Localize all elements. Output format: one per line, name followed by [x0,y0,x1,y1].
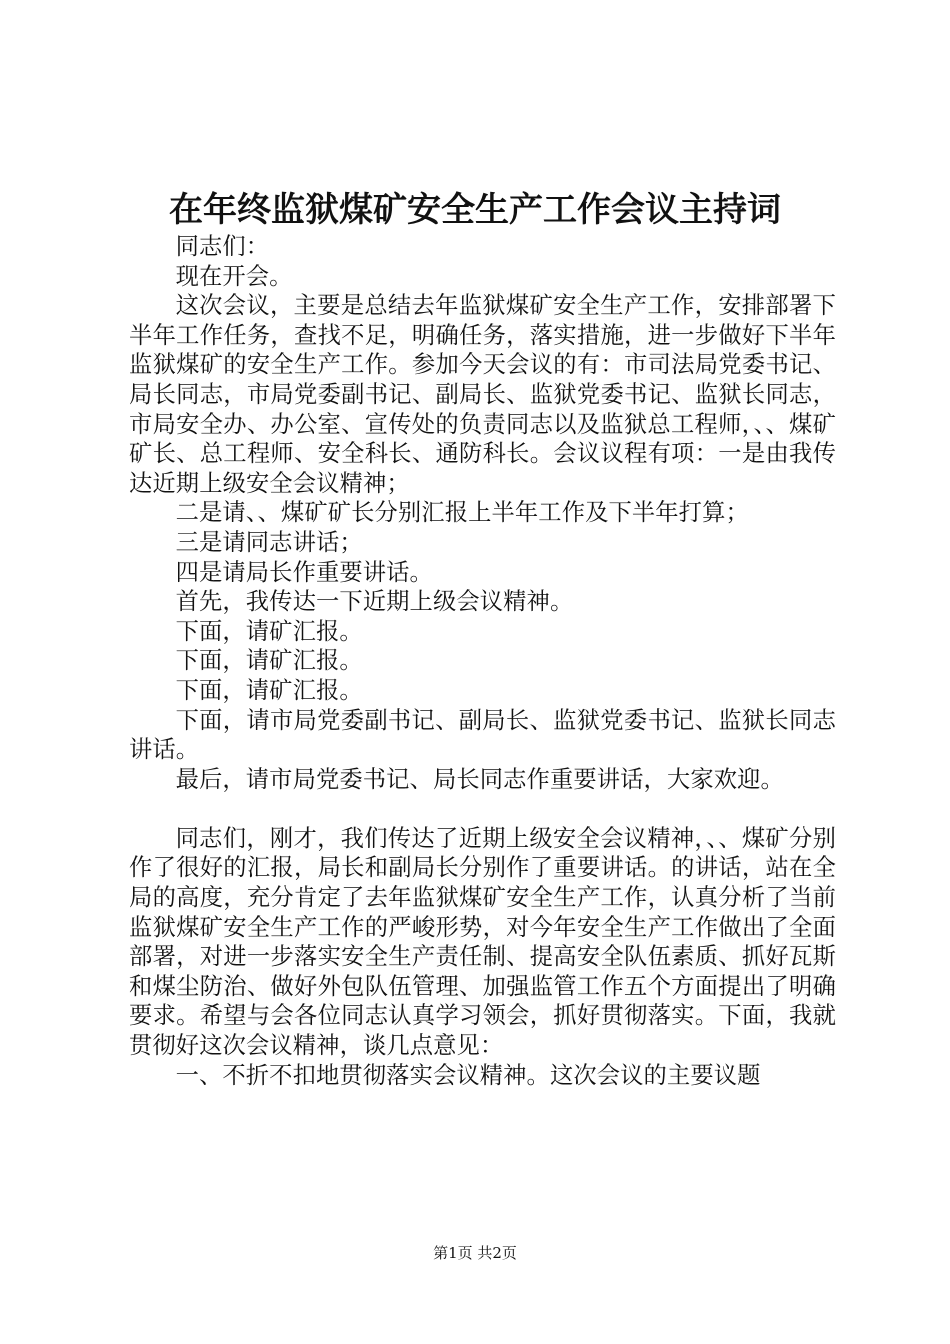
paragraph-report-1: 下面，请矿汇报。 [175,617,363,645]
paragraph-agenda-item-2: 二是请、、煤矿矿长分别汇报上半年工作及下半年打算； [175,499,749,527]
paragraph-agenda-item-4: 四是请局长作重要讲话。 [175,558,433,586]
paragraph-agenda: 这次会议，主要是总结去年监狱煤矿安全生产工作，安排部署下半年工作任务，查找不足，明确任务，落实措施，进一步做好下半年监狱煤矿的安全生产工作。参加今天会议的有：市司法局党委书记、局长同志，市局党委副书记、副局长、监狱党委书记、监狱长同志，市局安全办、办公室、宣传处的负责同志以及监狱总工程师，、、煤矿矿长、总工程师、安全科长、通防科长。会议议程有项：一是由我传达近期上级安全会议精神； [129,292,836,497]
paragraph-point-1: 一、不折不扣地贯彻落实会议精神。这次会议的主要议题 [175,1061,761,1089]
page-footer: 第1页 共2页 [433,1244,517,1262]
document-body [129,232,836,1090]
blank-line [129,794,836,824]
paragraph-salutation: 同志们： [175,233,270,260]
paragraph-report-3: 下面，请矿汇报。 [175,676,363,704]
document-title: 在年终监狱煤矿安全生产工作会议主持词 [169,190,781,230]
paragraph-final-speech: 最后，请市局党委书记、局长同志作重要讲话，大家欢迎。 [175,765,784,793]
paragraph-agenda-item-3: 三是请同志讲话； [175,528,363,556]
paragraph-deputy-speech: 下面，请市局党委副书记、副局长、监狱党委书记、监狱长同志讲话。 [129,706,836,764]
paragraph-opening: 现在开会。 [175,262,293,290]
paragraph-summary: 同志们，刚才，我们传达了近期上级安全会议精神，、、煤矿分别作了很好的汇报，局长和副局长分别作了重要讲话。的讲话，站在全局的高度，充分肯定了去年监狱煤矿安全生产工作，认真分析了当前监狱煤矿安全生产工作的严峻形势，对今年安全生产工作做出了全面部署，对进一步落实安全生产责任制、提高安全队伍素质、抓好瓦斯和煤尘防治、做好外包队伍管理、加强监管工作五个方面提出了明确要求。希望与会各位同志认真学习领会，抓好贯彻落实。下面，我就贯彻好这次会议精神，谈几点意见： [129,824,836,1060]
paragraph-report-2: 下面，请矿汇报。 [175,647,363,675]
paragraph-first-step: 首先，我传达一下近期上级会议精神。 [175,588,574,616]
